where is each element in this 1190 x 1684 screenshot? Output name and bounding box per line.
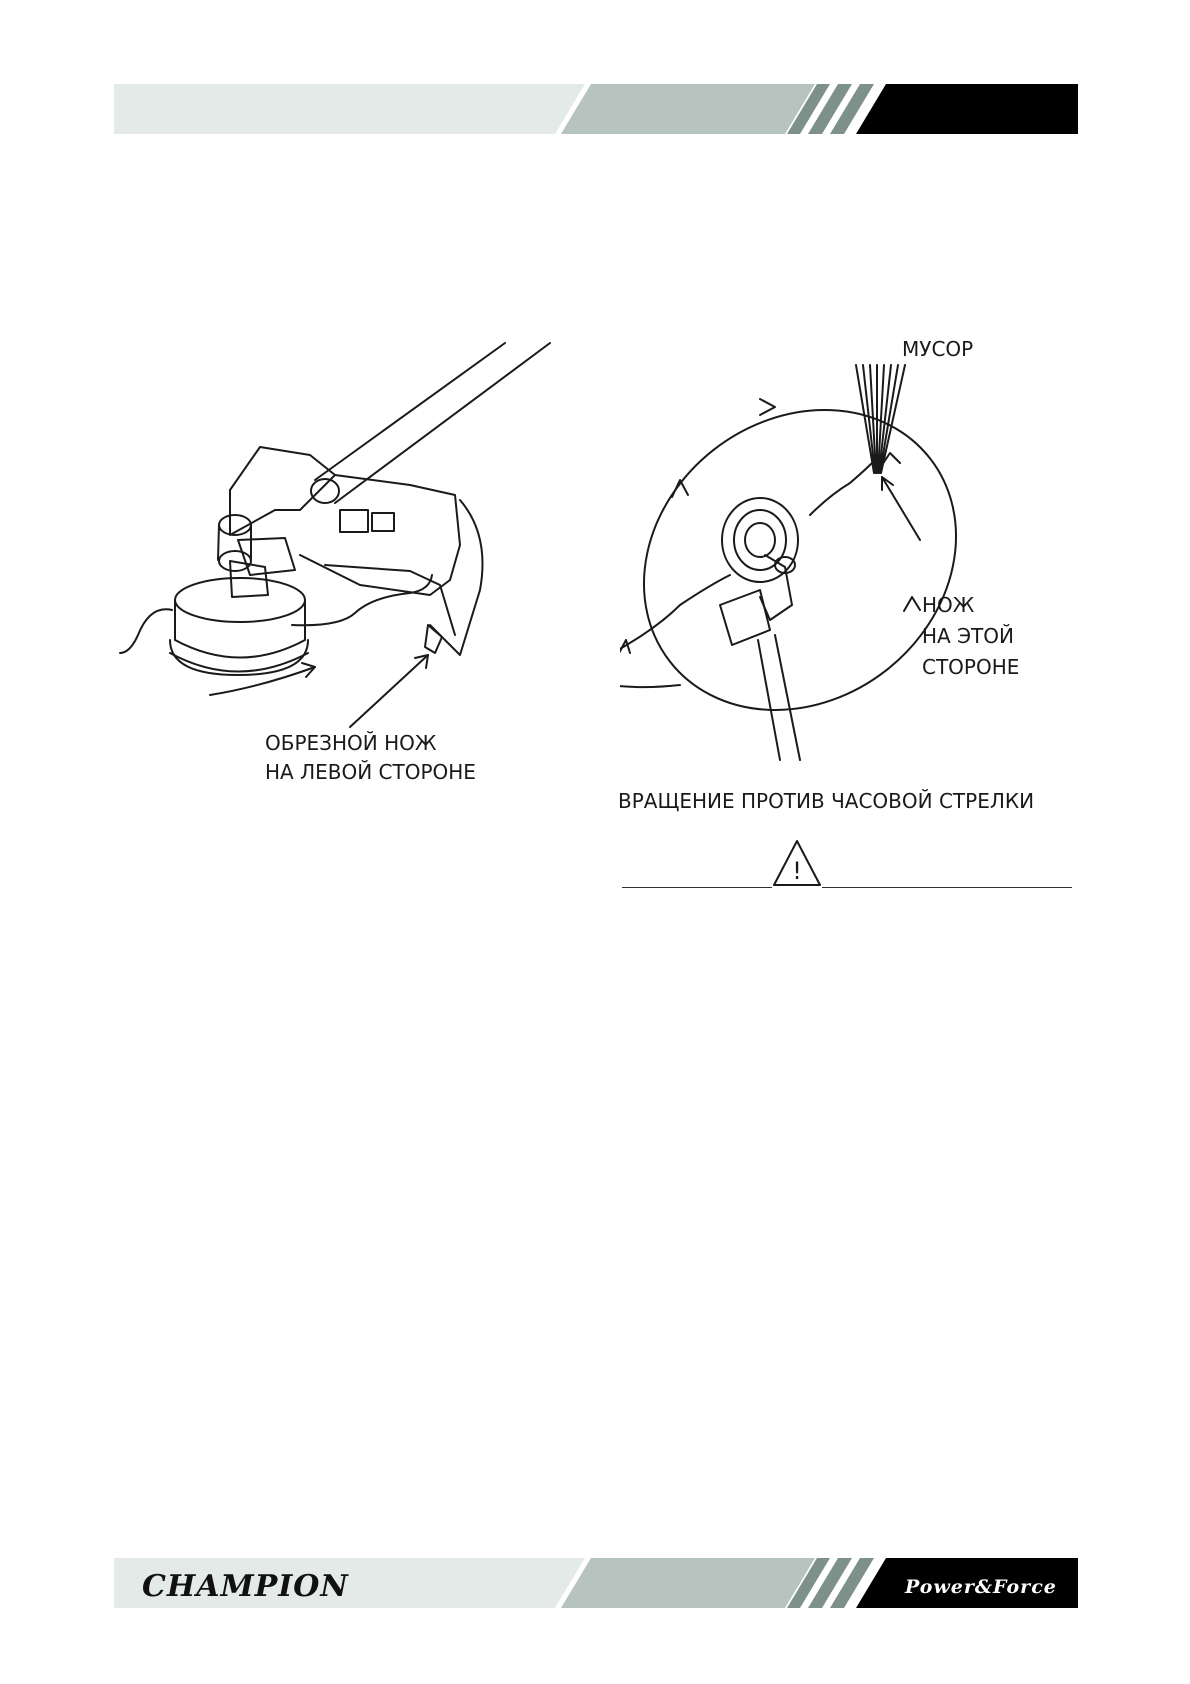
- separator-right: [822, 887, 1072, 888]
- blade-side-label-line3: СТОРОНЕ: [922, 655, 1020, 679]
- rotation-diagram-drawing: [620, 335, 1090, 765]
- trimmer-blade-label-line2: НА ЛЕВОЙ СТОРОНЕ: [265, 760, 476, 784]
- warning-triangle-icon: [771, 838, 823, 888]
- trimmer-head-drawing: [110, 335, 570, 785]
- trimmer-blade-label-line1: ОБРЕЗНОЙ НОЖ: [265, 731, 437, 755]
- header-band: [0, 84, 1190, 140]
- blade-side-label-line1: НОЖ: [922, 593, 975, 617]
- separator-left: [622, 887, 772, 888]
- blade-side-label-line2: НА ЭТОЙ: [922, 624, 1014, 648]
- brand-logo: CHAMPION: [142, 1569, 349, 1604]
- brand-slogan: Power&Force: [905, 1576, 1057, 1598]
- rotation-caption: ВРАЩЕНИЕ ПРОТИВ ЧАСОВОЙ СТРЕЛКИ: [618, 789, 1035, 813]
- warning-glyph: !: [792, 857, 802, 885]
- debris-label: МУСОР: [902, 337, 974, 361]
